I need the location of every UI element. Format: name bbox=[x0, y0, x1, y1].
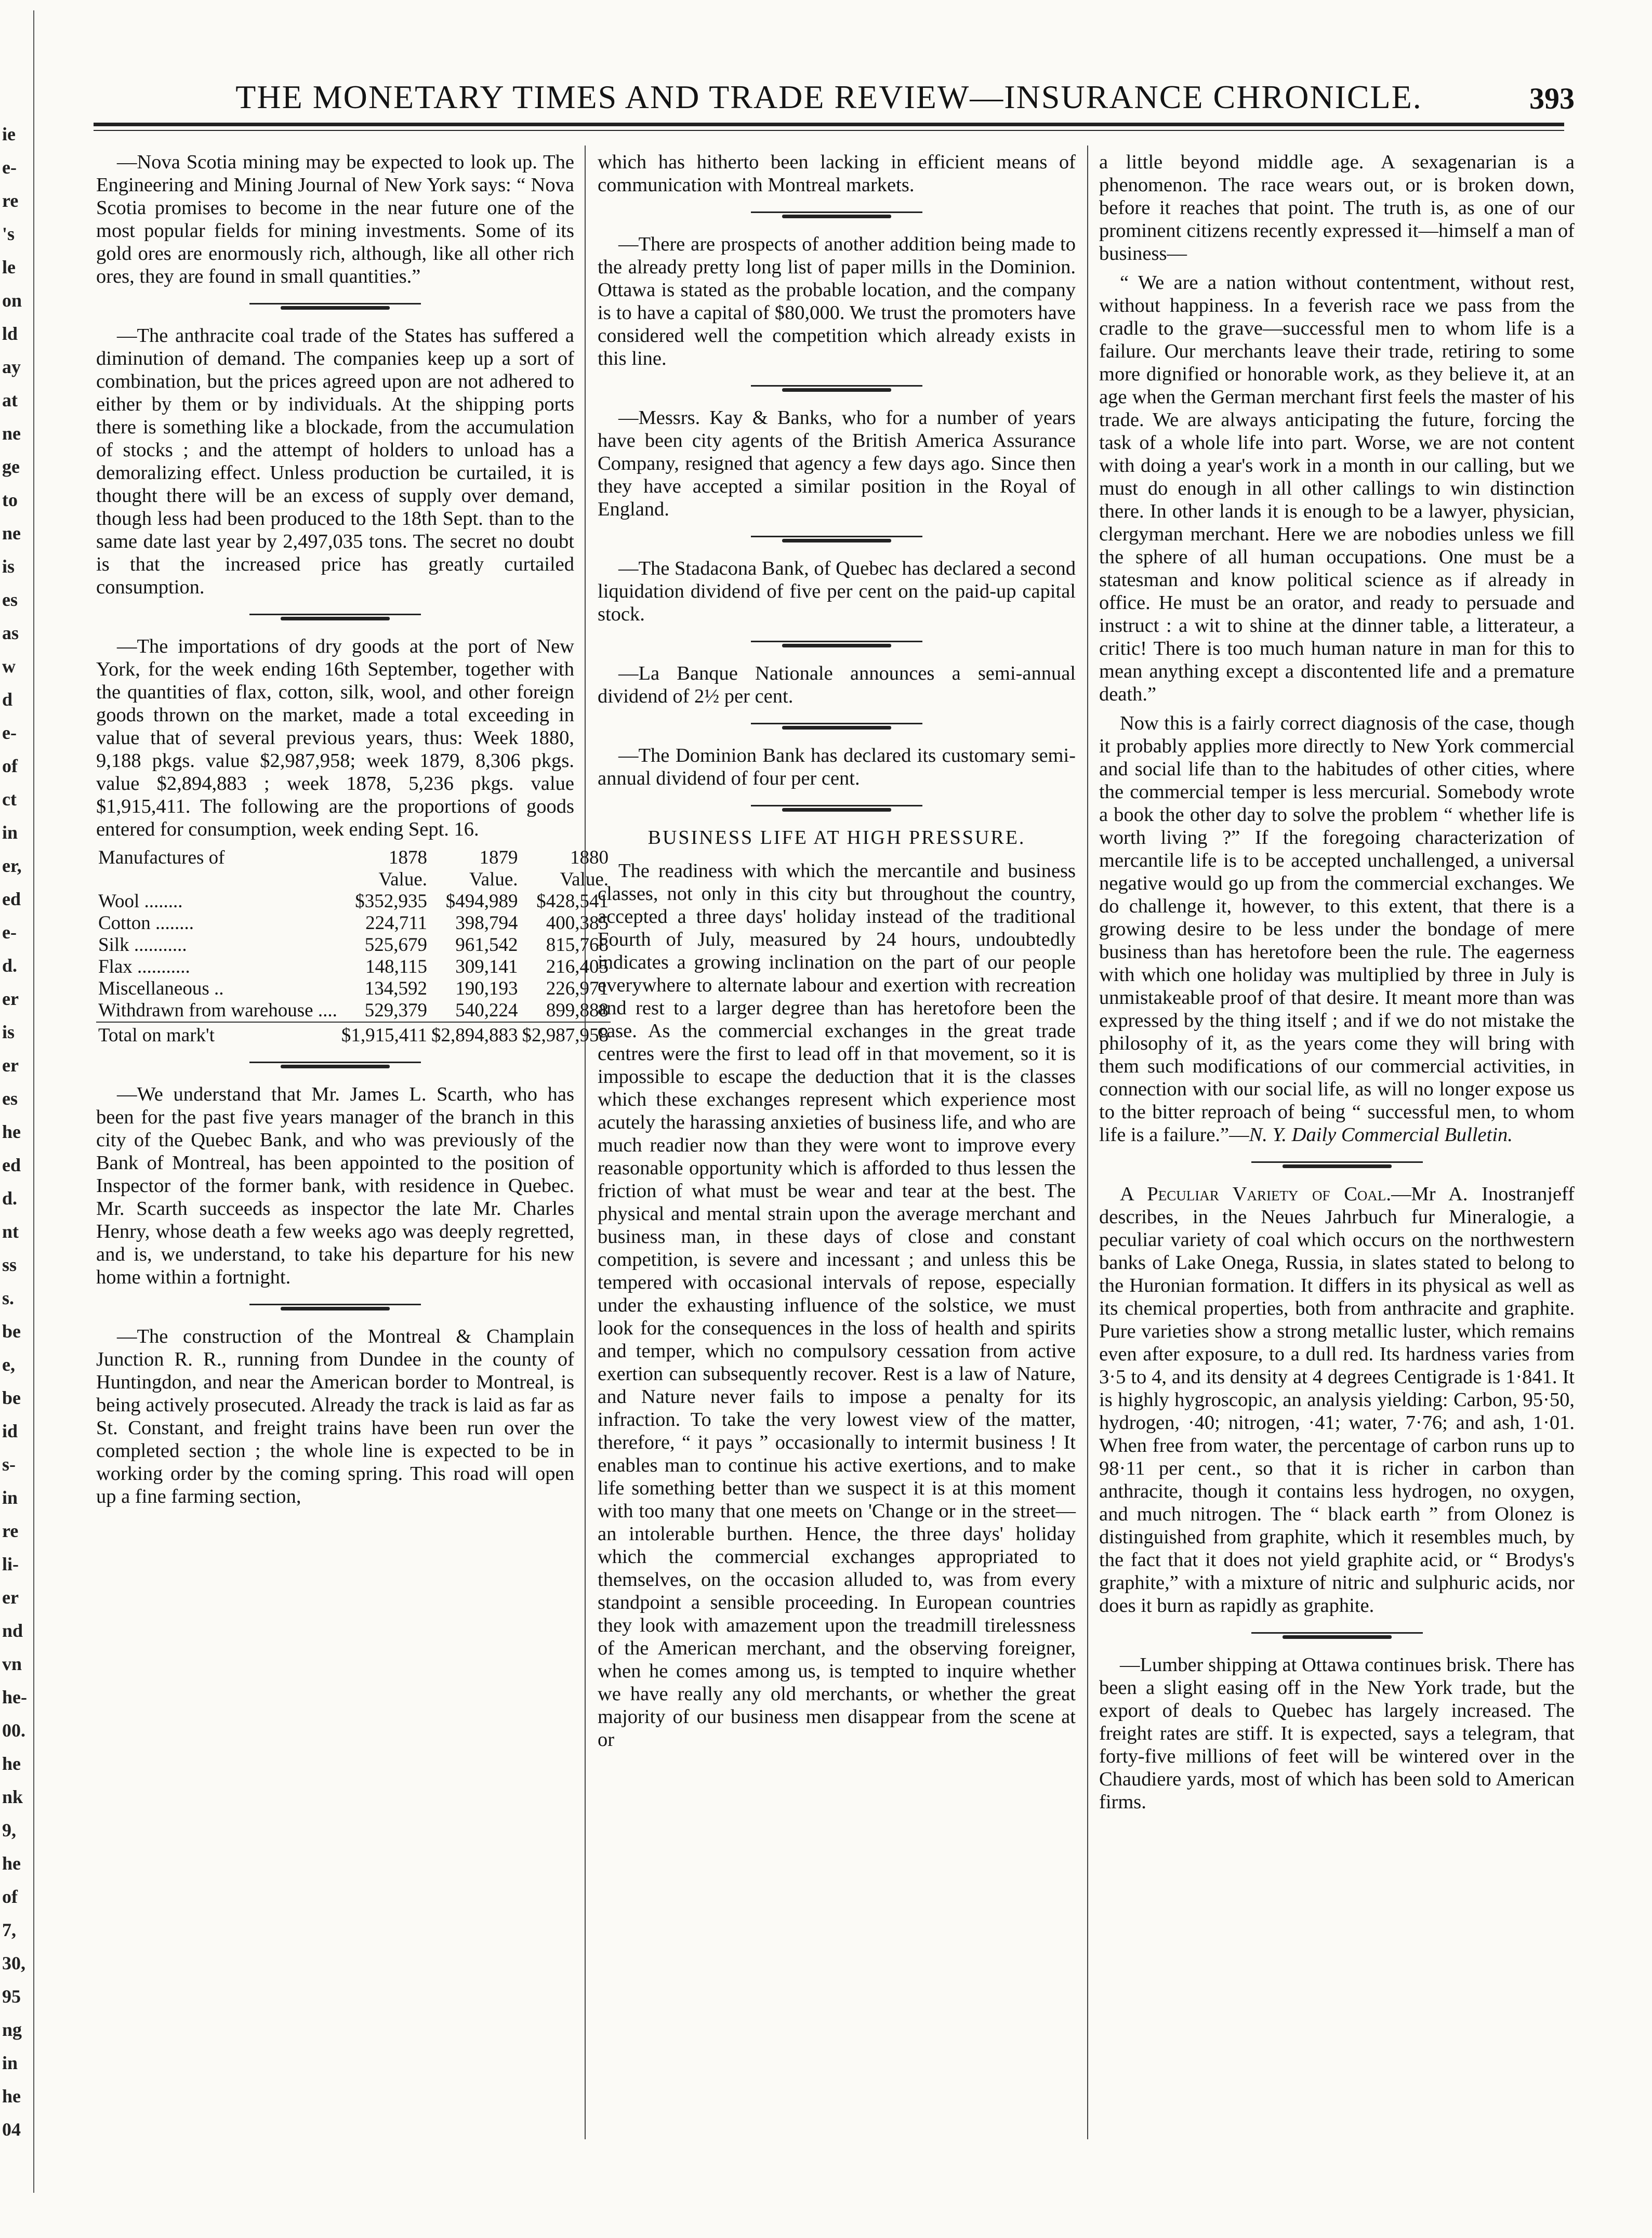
coal-text: —Mr A. Inostranjeff describes, in the Neues Jahrbuch fur Mineralogie, a peculiar variety of coal which occurs on the northwestern banks of Lake Onega, Russia, in slates stated to belong to the Huronian formation. It differs in its physical as well as its chemical properties, both from anthracite and graphite. Pure varieties show a strong metallic luster, which remains even after exposure, to a dull red. Its hardness varies from 3·5 to 4, and its density at 4 degrees Centigrade is 1·841. It is highly hygroscopic, an analysis yielding: Carbon, 95·50, hydrogen, ·40; nitrogen, ·41; water, 7·76; and ash, 1·01. When free from water, the percentage of carbon runs up to 98·11 per cent., so that it is richer in carbon than anthracite, though it contains less hydrogen, no oxygen, and much nitrogen. The “ black earth ” from Olonez is distinguished from graphite, which it resembles much, by the fact that it does not yield graphite acid, or “ Brodys's graphite,” with a mixture of nitric and sulphuric acids, nor does it burn as rapidly as graphite. bbox=[1099, 1183, 1575, 1617]
edge-fragment: ne bbox=[2, 423, 21, 444]
article-lumber: —Lumber shipping at Ottawa continues brisk. There has been a slight easing off in the New York trade, but the export of deals to Quebec has largely increased. The freight rates are stiff. It is expected, says a telegram, that forty-five millions of feet will be wintered over in the Chaudiere yards, most of which has been sold to American firms. bbox=[1099, 1654, 1575, 1813]
table-row bbox=[96, 1000, 611, 1022]
row-label-text: Withdrawn from warehouse bbox=[98, 1000, 313, 1021]
table-body bbox=[96, 891, 611, 1022]
edge-fragment: d bbox=[2, 689, 13, 710]
section-ornament bbox=[249, 301, 421, 311]
edge-fragment: er, bbox=[2, 855, 22, 876]
article-kay-banks: —Messrs. Kay & Banks, who for a number of years have been city agents of the British America Assurance Company, resigned that agency a few days ago. Since then they have accepted a similar position in the Royal of England. bbox=[598, 407, 1076, 520]
edge-fragment: er bbox=[2, 988, 19, 1009]
row-leader-dots: ........ bbox=[150, 912, 194, 934]
row-label bbox=[96, 978, 339, 1000]
edge-fragment: ne bbox=[2, 523, 21, 544]
column-header-1879: 1879 bbox=[479, 847, 518, 868]
cell-1880: 815,768 bbox=[546, 934, 609, 956]
edge-fragment: ss bbox=[2, 1254, 17, 1275]
cell-1878: $352,935 bbox=[355, 891, 427, 912]
edge-fragment: nd bbox=[2, 1620, 23, 1641]
row-leader-dots: .. bbox=[209, 978, 224, 999]
article-railway: —The construction of the Montreal & Champlain Junction R. R., running from Dundee in the county of Huntingdon, and near the American border to Montreal, is being actively prosecuted. Already the track is laid as far as St. Constant, and freight trains have been run over the completed section ; the whole line is expected to be in working order by the coming spring. This road will open up a fine farming section, bbox=[96, 1326, 574, 1507]
edge-fragment: in bbox=[2, 2052, 18, 2073]
article-dry-goods: —The importations of dry goods at the port of New York, for the week ending 16th September, together with the quantities of flax, cotton, silk, wool, and other foreign goods thrown on the market, made a total exceeding in value that of several previous years, thus: Week 1880, 9,188 pkgs. value $2,987,958; week 1879, 8,306 pkgs. value $2,894,883 ; week 1878, 5,236 pkgs. value $1,915,411. The following are the proportions of goods entered for consumption, week ending Sept. 16. bbox=[96, 635, 574, 840]
column-rule bbox=[1087, 145, 1088, 2139]
value-header: Value. bbox=[378, 869, 427, 890]
section-ornament bbox=[751, 639, 922, 648]
edge-fragment: he bbox=[2, 1121, 21, 1142]
edge-fragment: ge bbox=[2, 456, 20, 477]
edge-fragment: d. bbox=[2, 955, 18, 976]
edge-fragment: nk bbox=[2, 1786, 23, 1807]
edge-fragment: be bbox=[2, 1387, 21, 1408]
edge-fragment: er bbox=[2, 1587, 19, 1608]
edge-fragment: re bbox=[2, 190, 19, 211]
row-label-text: Wool bbox=[98, 891, 140, 912]
row-label bbox=[96, 1000, 339, 1022]
article-business-life: The readiness with which the mercantile and business classes, not only in this city but throughout the country, accepted a three days' holiday instead of the traditional Fourth of July, measured by 24 hours, undoubtedly indicates a growing inclination on the part of our people everywhere to alternate labour and exertion with recreation and rest to a larger degree than has heretofore been the case. As the commercial exchanges in the great trade centres were the first to lead off in that movement, so it is impossible to escape the deduction that it is the classes which these exchanges represent which experience most acutely the harassing anxieties of business life, and who are much readier now than they were wont to improve every reasonable opportunity which is afforded to thus lessen the friction of what must be wear and tear at the best. The physical and mental strain upon the average merchant and business man, in these days of close and constant competition, is severe and incessant ; and unless this be tempered with occasional intervals of repose, especially under the exhausting influence of the solstice, we must look for the consequences in the loss of health and spirits and temper, which no compulsory cessation from active exertion can subsequently recover. Rest is a law of Nature, and Nature never fails to impose a penalty for its infraction. To take the very lowest view of the matter, therefore, “ it pays ” occasionally to intermit business ! It enables man to continue his active exertions, and to make life something better than we suspect it is at this moment with too many that one meets on 'Change or in the street—an intolerable burthen. Hence, the three days' holiday which the commercial exchanges appropriated to themselves, on the occasion alluded to, was from every standpoint a sensible proceeding. In European countries they look with amazement upon the treadmill tirelessness of the American merchant, and the observing foreigner, when he comes among us, is tempted to inquire whether we have really any old merchants, or whether the great majority of our business men disappear from the scene at or bbox=[598, 860, 1076, 1751]
total-1880: $2,987,958 bbox=[520, 1022, 611, 1047]
cell-1880: 216,405 bbox=[546, 956, 609, 977]
edge-fragment: nt bbox=[2, 1221, 19, 1242]
value-header: Value. bbox=[469, 869, 518, 890]
block-quote: “ We are a nation without contentment, without rest, without happiness. In a feverish race we pass from the cradle to the grave—successful men to whom life is a failure. Our merchants leave their trade, retiring to some more dignified or honorable work, as they believe it, at an age when the German merchant first feels the master of his trade. We are always anticipating the future, forcing the task of a whole life into part. Worse, we are not content with doing a year's work in a month in our calling, but we must do enough in all other callings to win distinction there. In other lands it is enough to be a lawyer, physician, clergyman merchant. Here we are nobodies unless we fill the sphere of all human occupations. One must be a statesman and know political science as if already in office. He must be an orator, and ready to persuade and instruct : a wit to shine at the dinner table, a litterateur, a critic! There is too much human nature in man for this to mean anything except a discontented life and a premature death.” bbox=[1099, 272, 1575, 705]
article-dominion-bank: —The Dominion Bank has declared its customary semi-annual dividend of four per cent. bbox=[598, 745, 1076, 789]
edge-fragment: 's bbox=[2, 223, 15, 244]
cell-1878: 148,115 bbox=[365, 956, 427, 977]
table-row bbox=[96, 891, 611, 912]
cell-1879: 190,193 bbox=[455, 978, 518, 999]
section-ornament bbox=[249, 612, 421, 621]
row-label bbox=[96, 956, 339, 978]
article-anthracite: —The anthracite coal trade of the States has suffered a diminution of demand. The companies keep up a sort of combination, but the prices agreed upon are not adhered to either by them or by individuals. At the shipping ports there is something like a blockade, from the accumulation of stocks ; and the attempt of holders to unload has a demoralizing effect. Unless production be curtailed, it is thought there will be an excess of supply over demand, though less had been produced to the 18th Sept. than to the same date last year by 2,497,035 tons. The secret no doubt is that the increased price has greatly curtailed consumption. bbox=[96, 325, 574, 598]
header-rule bbox=[94, 123, 1564, 126]
edge-fragment: ct bbox=[2, 789, 17, 810]
running-title: THE MONETARY TIMES AND TRADE REVIEW—INSURANCE CHRONICLE. bbox=[235, 78, 1422, 115]
article-business-life-continued: a little beyond middle age. A sexagenarian is a phenomenon. The race wears out, or is broken down, before it reaches that point. The truth is, as one of our prominent citizens recently expressed it—himself a man of business— bbox=[1099, 151, 1575, 264]
header-rule-thin bbox=[94, 130, 1564, 131]
section-ornament bbox=[751, 383, 922, 393]
row-label bbox=[96, 891, 339, 912]
edge-fragment: le bbox=[2, 257, 16, 277]
row-leader-dots: .... bbox=[313, 1000, 337, 1021]
edge-fragment: 9, bbox=[2, 1820, 16, 1840]
edge-fragment: he bbox=[2, 1753, 21, 1774]
edge-fragment: w bbox=[2, 656, 16, 677]
cell-1879: 961,542 bbox=[455, 934, 518, 956]
table-row bbox=[96, 934, 611, 956]
edge-fragment: s. bbox=[2, 1288, 15, 1308]
dry-goods-table bbox=[96, 847, 611, 1047]
table-header-values bbox=[96, 869, 611, 891]
edge-fragment: ay bbox=[2, 356, 21, 377]
edge-fragment: re bbox=[2, 1520, 19, 1541]
cell-1879: 398,794 bbox=[455, 912, 518, 934]
gutter-rule bbox=[33, 10, 34, 2193]
cell-1880: 226,971 bbox=[546, 978, 609, 999]
edge-fragment: he bbox=[2, 1853, 21, 1874]
row-leader-dots: ........ bbox=[139, 891, 183, 912]
edge-fragment: ie bbox=[2, 124, 16, 144]
column-rule bbox=[585, 145, 586, 2139]
column-header-1878: 1878 bbox=[389, 847, 427, 868]
edge-fragment: be bbox=[2, 1321, 21, 1342]
section-ornament bbox=[751, 534, 922, 544]
source-citation: N. Y. Daily Commercial Bulletin. bbox=[1249, 1124, 1513, 1146]
table-row bbox=[96, 912, 611, 934]
article-nova-scotia: —Nova Scotia mining may be expected to look up. The Engineering and Mining Journal of New York says: “ Nova Scotia promises to become in the near future one of the most popular fields for mining investments. Some of its gold ores are enormously rich, although, like all other rich ores, they are found in small quantities.” bbox=[96, 151, 574, 287]
edge-fragment: e- bbox=[2, 157, 17, 178]
cell-1878: 525,679 bbox=[364, 934, 427, 956]
edge-fragment: es bbox=[2, 1088, 18, 1109]
edge-fragment: li- bbox=[2, 1554, 19, 1574]
page-number: 393 bbox=[1529, 82, 1575, 115]
total-1879: $2,894,883 bbox=[429, 1022, 520, 1047]
article-diagnosis bbox=[1099, 712, 1575, 1146]
row-label-text: Miscellaneous bbox=[98, 978, 209, 999]
article-peculiar-coal bbox=[1099, 1183, 1575, 1617]
edge-fragment: es bbox=[2, 589, 18, 610]
article-scarth: —We understand that Mr. James L. Scarth, who has been for the past five years manager of the branch in this city of the Quebec Bank, and who was previously of the Bank of Montreal, has been appointed to the position of Inspector of the former bank, with residence in Quebec. Mr. Scarth succeeds as inspector the late Mr. Charles Henry, whose death a few weeks ago was deeply regretted, and is, we understand, to take his departure for his new home within a fortnight. bbox=[96, 1083, 574, 1288]
cell-1879: 309,141 bbox=[455, 956, 518, 977]
edge-fragment: e- bbox=[2, 722, 17, 743]
page-header bbox=[94, 78, 1575, 135]
total-label: Total on mark't bbox=[96, 1022, 339, 1047]
section-ornament bbox=[751, 721, 922, 731]
article-railway-continued: which has hitherto been lacking in efficient means of communication with Montreal markets. bbox=[598, 151, 1076, 196]
edge-fragment: 00. bbox=[2, 1720, 25, 1741]
row-label bbox=[96, 912, 339, 934]
edge-fragment: to bbox=[2, 489, 18, 510]
row-leader-dots: ........... bbox=[132, 956, 190, 977]
article-stadacona: —The Stadacona Bank, of Quebec has declared a second liquidation dividend of five per cent on the paid-up capital stock. bbox=[598, 558, 1076, 625]
column-3 bbox=[1099, 151, 1575, 2150]
article-paper-mills: —There are prospects of another addition being made to the already pretty long list of paper mills in the Dominion. Ottawa is stated as the probable location, and the company is to have a capital of $80,000. We trust the promoters have considered well the competition which already exists in this line. bbox=[598, 233, 1076, 369]
column-2 bbox=[598, 151, 1076, 2150]
edge-fragment: 04 bbox=[2, 2119, 21, 2140]
cell-1880: $428,541 bbox=[536, 891, 609, 912]
section-heading: BUSINESS LIFE AT HIGH PRESSURE. bbox=[647, 827, 1026, 849]
diagnosis-text: Now this is a fairly correct diagnosis of the case, though it probably applies more directly to New York commercial and social life than to the habitudes of other cities, where the commercial temper is less mercurial. Somebody wrote a book the other day to solve the problem “ whether life is worth living ?” If the foregoing characterization of mercantile life is to be accepted unchallenged, a universal negative would go up from the commercial exchanges. We do challenge it, however, to this extent, that there is a growing desire to be less under the bondage of mere business than has heretofore been the rule. The eagerness with which one holiday was multiplied by three in July is unmistakeable proof of that desire. It meant more than was expressed by the thing itself ; and if we do not mistake the philosophy of it, as the years come they will bring with them such modifications of our commercial activities, in connection with our social life, as will no longer expose us to the bitter reproach of being “ successful men, to whom life is a failure.”— bbox=[1099, 712, 1575, 1146]
section-ornament bbox=[1251, 1631, 1423, 1640]
edge-fragment: e- bbox=[2, 922, 17, 943]
edge-fragment: s- bbox=[2, 1454, 16, 1475]
table-total-row bbox=[96, 1022, 611, 1047]
cell-1878: 134,592 bbox=[364, 978, 427, 999]
row-label-text: Flax bbox=[98, 956, 133, 977]
edge-fragment: in bbox=[2, 1487, 18, 1508]
article-banque-nationale: —La Banque Nationale announces a semi-annual dividend of 2½ per cent. bbox=[598, 663, 1076, 707]
column-1 bbox=[96, 151, 609, 2150]
edge-fragment: d. bbox=[2, 1188, 18, 1209]
coal-heading: A Peculiar Variety of Coal. bbox=[1120, 1183, 1391, 1205]
edge-fragment: of bbox=[2, 756, 18, 776]
edge-fragment: vn bbox=[2, 1653, 22, 1674]
table-header-years bbox=[96, 847, 611, 869]
edge-fragment: on bbox=[2, 290, 22, 311]
total-1878: $1,915,411 bbox=[339, 1022, 429, 1047]
cell-1879: 540,224 bbox=[455, 1000, 518, 1021]
section-ornament bbox=[249, 1302, 421, 1312]
section-ornament bbox=[751, 803, 922, 813]
table-row bbox=[96, 978, 611, 1000]
edge-fragment: is bbox=[2, 1022, 15, 1042]
section-ornament bbox=[751, 210, 922, 219]
edge-fragment: 30, bbox=[2, 1953, 25, 1974]
table-header-label: Manufactures of bbox=[98, 847, 225, 868]
column-header-1880: 1880 bbox=[570, 847, 609, 868]
value-header: Value. bbox=[560, 869, 609, 890]
edge-fragment: he bbox=[2, 2086, 21, 2107]
section-ornament bbox=[249, 1060, 421, 1069]
edge-fragment: he- bbox=[2, 1687, 27, 1707]
edge-fragment: as bbox=[2, 623, 19, 643]
edge-fragment: ed bbox=[2, 889, 21, 909]
edge-fragment: of bbox=[2, 1886, 18, 1907]
row-label-text: Silk bbox=[98, 934, 129, 956]
edge-fragment: id bbox=[2, 1421, 18, 1441]
row-label bbox=[96, 934, 339, 956]
edge-fragment: ld bbox=[2, 323, 18, 344]
edge-fragment: is bbox=[2, 556, 15, 577]
edge-fragment: in bbox=[2, 822, 18, 843]
adjacent-page-edge bbox=[0, 0, 30, 2238]
row-label-text: Cotton bbox=[98, 912, 151, 934]
cell-1878: 224,711 bbox=[365, 912, 427, 934]
edge-fragment: 7, bbox=[2, 1919, 16, 1940]
cell-1879: $494,989 bbox=[445, 891, 518, 912]
edge-fragment: ed bbox=[2, 1155, 21, 1175]
table-row bbox=[96, 956, 611, 978]
cell-1878: 529,379 bbox=[364, 1000, 427, 1021]
edge-fragment: at bbox=[2, 390, 18, 410]
cell-1880: 400,385 bbox=[546, 912, 609, 934]
row-leader-dots: ........... bbox=[129, 934, 187, 956]
edge-fragment: e, bbox=[2, 1354, 15, 1375]
edge-fragment: ng bbox=[2, 2019, 22, 2040]
cell-1880: 899,888 bbox=[546, 1000, 609, 1021]
edge-fragment: 95 bbox=[2, 1986, 21, 2007]
section-ornament bbox=[1251, 1160, 1423, 1169]
edge-fragment: er bbox=[2, 1055, 19, 1076]
